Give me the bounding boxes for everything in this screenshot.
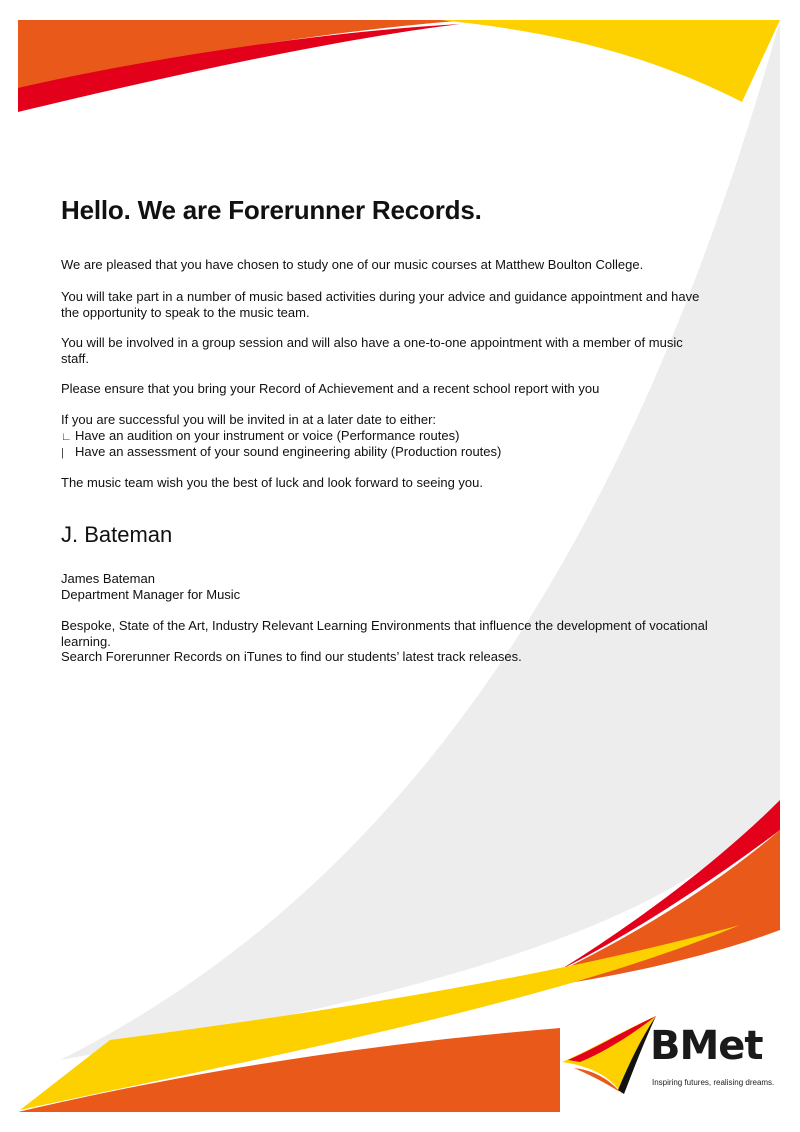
footer-statement: Bespoke, State of the Art, Industry Relevant Learning Environments that influence the development of vocational learning. <box>61 618 708 649</box>
bmet-logo-mark-icon <box>560 1012 660 1097</box>
top-yellow-band <box>440 20 780 102</box>
footer-itunes-note: Search Forerunner Records on iTunes to find our students’ latest track releases. <box>61 649 522 664</box>
intro-paragraph: We are pleased that you have chosen to study one of our music courses at Matthew Boulton College. <box>61 257 644 272</box>
signature: J. Bateman <box>61 522 173 547</box>
bullet-icon: ∟ <box>61 431 72 443</box>
bring-documents-paragraph: Please ensure that you bring your Record of Achievement and a recent school report with you <box>61 381 600 396</box>
bullet-icon: | <box>61 447 64 459</box>
option-item <box>61 428 459 445</box>
success-paragraph: If you are successful you will be invited in at a later date to either: <box>61 412 437 427</box>
logo-tagline: Inspiring futures, realising dreams. <box>652 1078 775 1087</box>
sender-role: Department Manager for Music <box>61 587 241 602</box>
closing-paragraph: The music team wish you the best of luck and look forward to seeing you. <box>61 475 483 490</box>
activities-paragraph: You will take part in a number of music based activities during your advice and guidance appointment and have the opportunity to speak to the music team. <box>61 289 700 320</box>
bmet-logo <box>560 1012 775 1097</box>
sender-name: James Bateman <box>61 571 155 586</box>
logo-wordmark: BMet <box>650 1023 763 1069</box>
session-paragraph: You will be involved in a group session and will also have a one-to-one appointment with a member of music staff. <box>61 335 683 366</box>
option-text: Have an assessment of your sound engineering ability (Production routes) <box>75 444 502 459</box>
page-title: Hello. We are Forerunner Records. <box>61 195 482 225</box>
option-text: Have an audition on your instrument or voice (Performance routes) <box>75 428 460 443</box>
option-item <box>61 444 501 461</box>
